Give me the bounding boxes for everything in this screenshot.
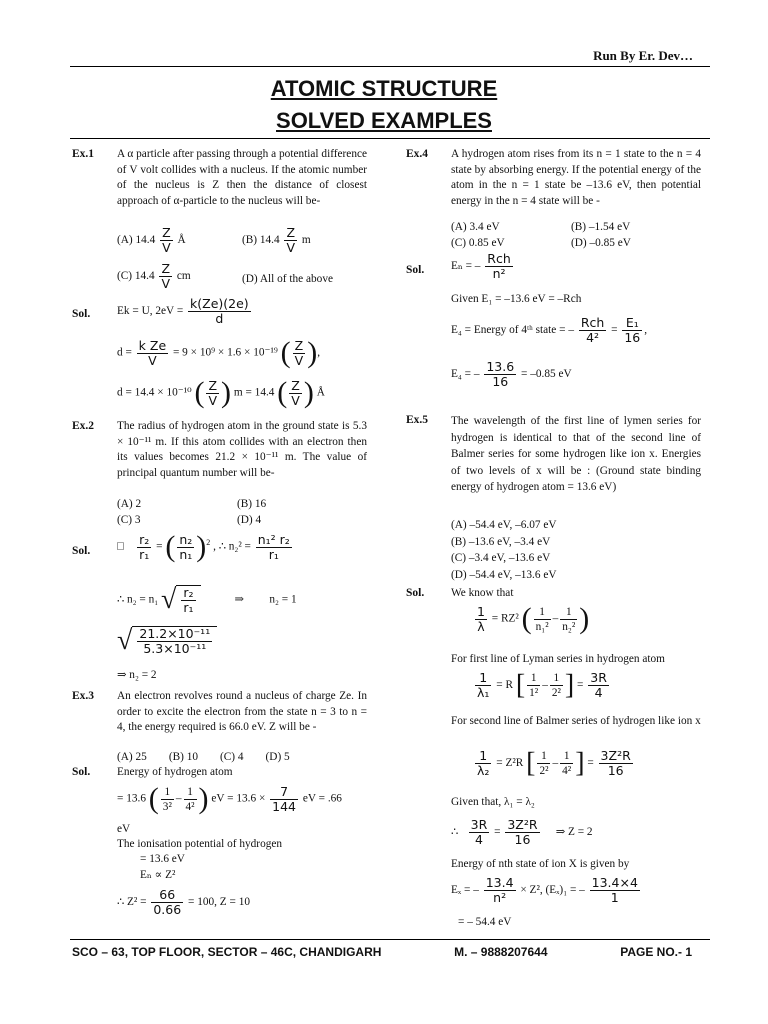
ex5-sol-lyman: $\frac{1}{\text{λ₁}}$ = R [ $\frac{1}{\text{1²}}$ – $\frac{1}{\text{2²}}$ ] = $\frac{3R}{4}$ xyxy=(477,669,607,701)
footer-mobile: M. – 9888207644 xyxy=(454,945,548,959)
ex5-sol-line1: We know that xyxy=(451,587,514,599)
ex3-options xyxy=(117,750,367,766)
ex3-label: Ex.3 xyxy=(72,690,95,702)
ex1-sol-line2: d = $\frac{\text{k Ze}}{V}$ = 9 × 10⁹ × 1.6 × 10⁻¹⁹ ( $\frac{Z}{V}$ ), xyxy=(117,336,321,369)
ex5-option-a: (A) –54.4 eV, –6.07 eV xyxy=(451,519,557,531)
header-run-by: Run By Er. Dev… xyxy=(593,48,693,63)
ex1-option-c: (C) 14.4 $\frac{Z}{V}$ cm xyxy=(117,261,191,291)
ex4-label: Ex.4 xyxy=(406,148,429,160)
ex3-sol-line5: Eₙ ∝ Z² xyxy=(140,869,176,881)
ex5-sol-line2: For first line of Lyman series in hydrogen atom xyxy=(451,653,665,665)
ex1-option-d: (D) All of the above xyxy=(242,273,333,285)
ex3-sol-label: Sol. xyxy=(72,766,91,778)
ex3-sol-line2: = 13.6 ( $\frac{1}{\text{3²}}$ – $\frac{1}{\text{4²}}$ ) eV = 13.6 × $\frac{7}{144}$ eV = .66 xyxy=(117,782,342,815)
ex5-label: Ex.5 xyxy=(406,414,429,426)
ex5-question: The wavelength of the first line of lymen series for hydrogen is identical to that of the second line of Balmer series for some hydrogen like ion x. Energies of two levels of x will be : (Ground state binding energy of hydrogen atom = 13.6 eV) xyxy=(451,415,701,493)
ex4-question: A hydrogen atom rises from its n = 1 state to the n = 4 state by absorbing energy. If the potential energy of the atom in the n = 1 state be –13.6 eV, then potential energy in the n = 4 state will be - xyxy=(451,148,701,207)
footer-address: SCO – 63, TOP FLOOR, SECTOR – 46C, CHANDIGARH xyxy=(72,945,382,959)
ex5-option-b: (B) –13.6 eV, –3.4 eV xyxy=(451,535,551,548)
ex5-sol-line8: = – 54.4 eV xyxy=(458,916,512,928)
ex5-option-d: (D) –54.4 eV, –13.6 eV xyxy=(451,568,557,581)
ex5-options xyxy=(451,517,557,583)
ex4-option-a: (A) 3.4 eV xyxy=(451,221,500,233)
ex3-sol-line4: = 13.6 eV xyxy=(140,853,185,865)
ex2-option-b: (B) 16 xyxy=(237,498,267,510)
ex3-option-b: (B) 10 xyxy=(168,751,198,763)
ex4-option-c: (C) 0.85 eV xyxy=(451,236,505,249)
ex2-question: The radius of hydrogen atom in the ground state is 5.3 × 10⁻¹¹ m. If this atom collides with an electron then its values becomes 21.2 × 10⁻¹¹ m. The value of principal quantum number will be- xyxy=(117,420,367,479)
ex4-options xyxy=(451,220,701,251)
ex4-option-d: (D) –0.85 eV xyxy=(571,236,631,249)
ex2-option-c: (C) 3 xyxy=(117,513,141,526)
ex5-sol-balmer: $\frac{1}{\text{λ₂}}$ = Z²R [ $\frac{1}{\text{2²}}$ – $\frac{1}{\text{4²}}$ ] = $\frac{\text{3Z²R}}{16}$ xyxy=(477,747,631,779)
footer-rule xyxy=(70,939,710,940)
ex5-sol-line7: Eₓ = – $\frac{13.4}{\text{n²}}$ × Z², (Eₓ)₁ = – $\frac{13.4\times 4}{1}$ xyxy=(451,875,638,905)
ex3-option-d: (D) 5 xyxy=(265,751,290,763)
header-rule xyxy=(70,66,710,67)
ex5-option-c: (C) –3.4 eV, –13.6 eV xyxy=(451,552,551,564)
ex4-sol-line4: E₄ = – $\frac{13.6}{16}$ = –0.85 eV xyxy=(451,359,572,389)
ex5-sol-line4: Given that, λ₁ = λ₂ xyxy=(451,796,535,808)
ex5-sol-line6: Energy of nth state of ion X is given by xyxy=(451,858,630,870)
page-subtitle: SOLVED EXAMPLES xyxy=(276,108,492,133)
ex2-sol-result: ⇒ n₂ = 2 xyxy=(117,669,157,681)
ex2-sol-line2: ∴ n₂ = n₁ √ $\frac{\text{r₂}}{\text{r₁}}$ ⇒ n₂ = 1 xyxy=(117,584,297,615)
ex1-question: A α particle after passing through a potential difference of V volt collides with a nucleus. If the atomic number of the nucleus is Z then the distance of closest approach of α-particle to the nucleus will be- xyxy=(117,148,367,207)
ex2-option-a: (A) 2 xyxy=(117,498,142,510)
ex2-option-d: (D) 4 xyxy=(237,513,262,526)
ex3-option-a: (A) 25 xyxy=(117,751,147,763)
ex5-sol-line5: ∴ $\frac{3R}{4}$ = $\frac{\text{3Z²R}}{16}$ ⇒ Z = 2 xyxy=(451,817,593,847)
footer xyxy=(72,945,692,961)
ex1-sol-line1: Ek = U, 2eV = $\frac{k(Ze)(2e)}{d}$ xyxy=(117,296,249,326)
page-title: ATOMIC STRUCTURE xyxy=(270,76,498,101)
ex2-options xyxy=(117,497,367,528)
ex2-sol-sqrt: √ $\frac{\text{21.2×10⁻¹¹}}{\text{5.3×10⁻¹¹}}$ xyxy=(117,626,217,656)
ex1-option-a: (A) 14.4 $\frac{Z}{V}$ Å xyxy=(117,225,186,255)
ex3-sol-line1: Energy of hydrogen atom xyxy=(117,766,233,778)
ex4-sol-line2: Given E₁ = –13.6 eV = –Rch xyxy=(451,293,582,305)
ex5-sol-rydberg: $\frac{1}{\lambda}$ = RZ² ( $\frac{1}{\text{n₁²}}$ – $\frac{1}{\text{n₂²}}$ ) xyxy=(477,602,590,635)
title-rule xyxy=(70,138,710,139)
ex1-sol-label: Sol. xyxy=(72,308,91,320)
ex4-sol-line1: Eₙ = – $\frac{\text{Rch}}{\text{n²}}$ xyxy=(451,251,511,281)
ex3-sol-ev: eV xyxy=(117,823,131,835)
ex3-option-c: (C) 4 xyxy=(220,751,244,763)
ex3-sol-line6: ∴ Z² = $\frac{66}{0.66}$ = 100, Z = 10 xyxy=(117,887,251,917)
ex4-sol-line3: E₄ = Energy of 4ᵗʰ state = – $\frac{\text{Rch}}{\text{4²}}$ = $\frac{\text{E₁}}{16}$ , xyxy=(451,315,648,345)
ex1-sol-line3: d = 14.4 × 10⁻¹⁰ ( $\frac{Z}{V}$ ) m = 14.4 ( $\frac{Z}{V}$ ) Å xyxy=(117,376,325,409)
ex4-sol-label: Sol. xyxy=(406,264,425,276)
ex1-option-b: (B) 14.4 $\frac{Z}{V}$ m xyxy=(242,225,311,255)
ex5-sol-label: Sol. xyxy=(406,587,425,599)
ex3-question: An electron revolves round a nucleus of charge Ze. In order to excite the electron from the state n = 3 to n = 4, the energy required is 66.0 eV. Z will be - xyxy=(117,690,367,733)
ex1-label: Ex.1 xyxy=(72,148,95,160)
ex4-option-b: (B) –1.54 eV xyxy=(571,221,631,233)
ex2-label: Ex.2 xyxy=(72,420,95,432)
footer-page-number: PAGE NO.- 1 xyxy=(620,945,692,959)
ex3-sol-line3: The ionisation potential of hydrogen xyxy=(117,838,283,850)
ex5-sol-line3: For second line of Balmer series of hydrogen like ion x xyxy=(451,715,701,727)
ex2-sol-label: Sol. xyxy=(72,545,91,557)
ex2-sol-line1: □ $\frac{\text{r₂}}{\text{r₁}}$ = ( $\frac{\text{n₂}}{\text{n₁}}$ )$^2$ , ∴ n₂² = $\frac{\text{n₁² r₂}}{\text{r₁}}$ xyxy=(117,530,290,563)
